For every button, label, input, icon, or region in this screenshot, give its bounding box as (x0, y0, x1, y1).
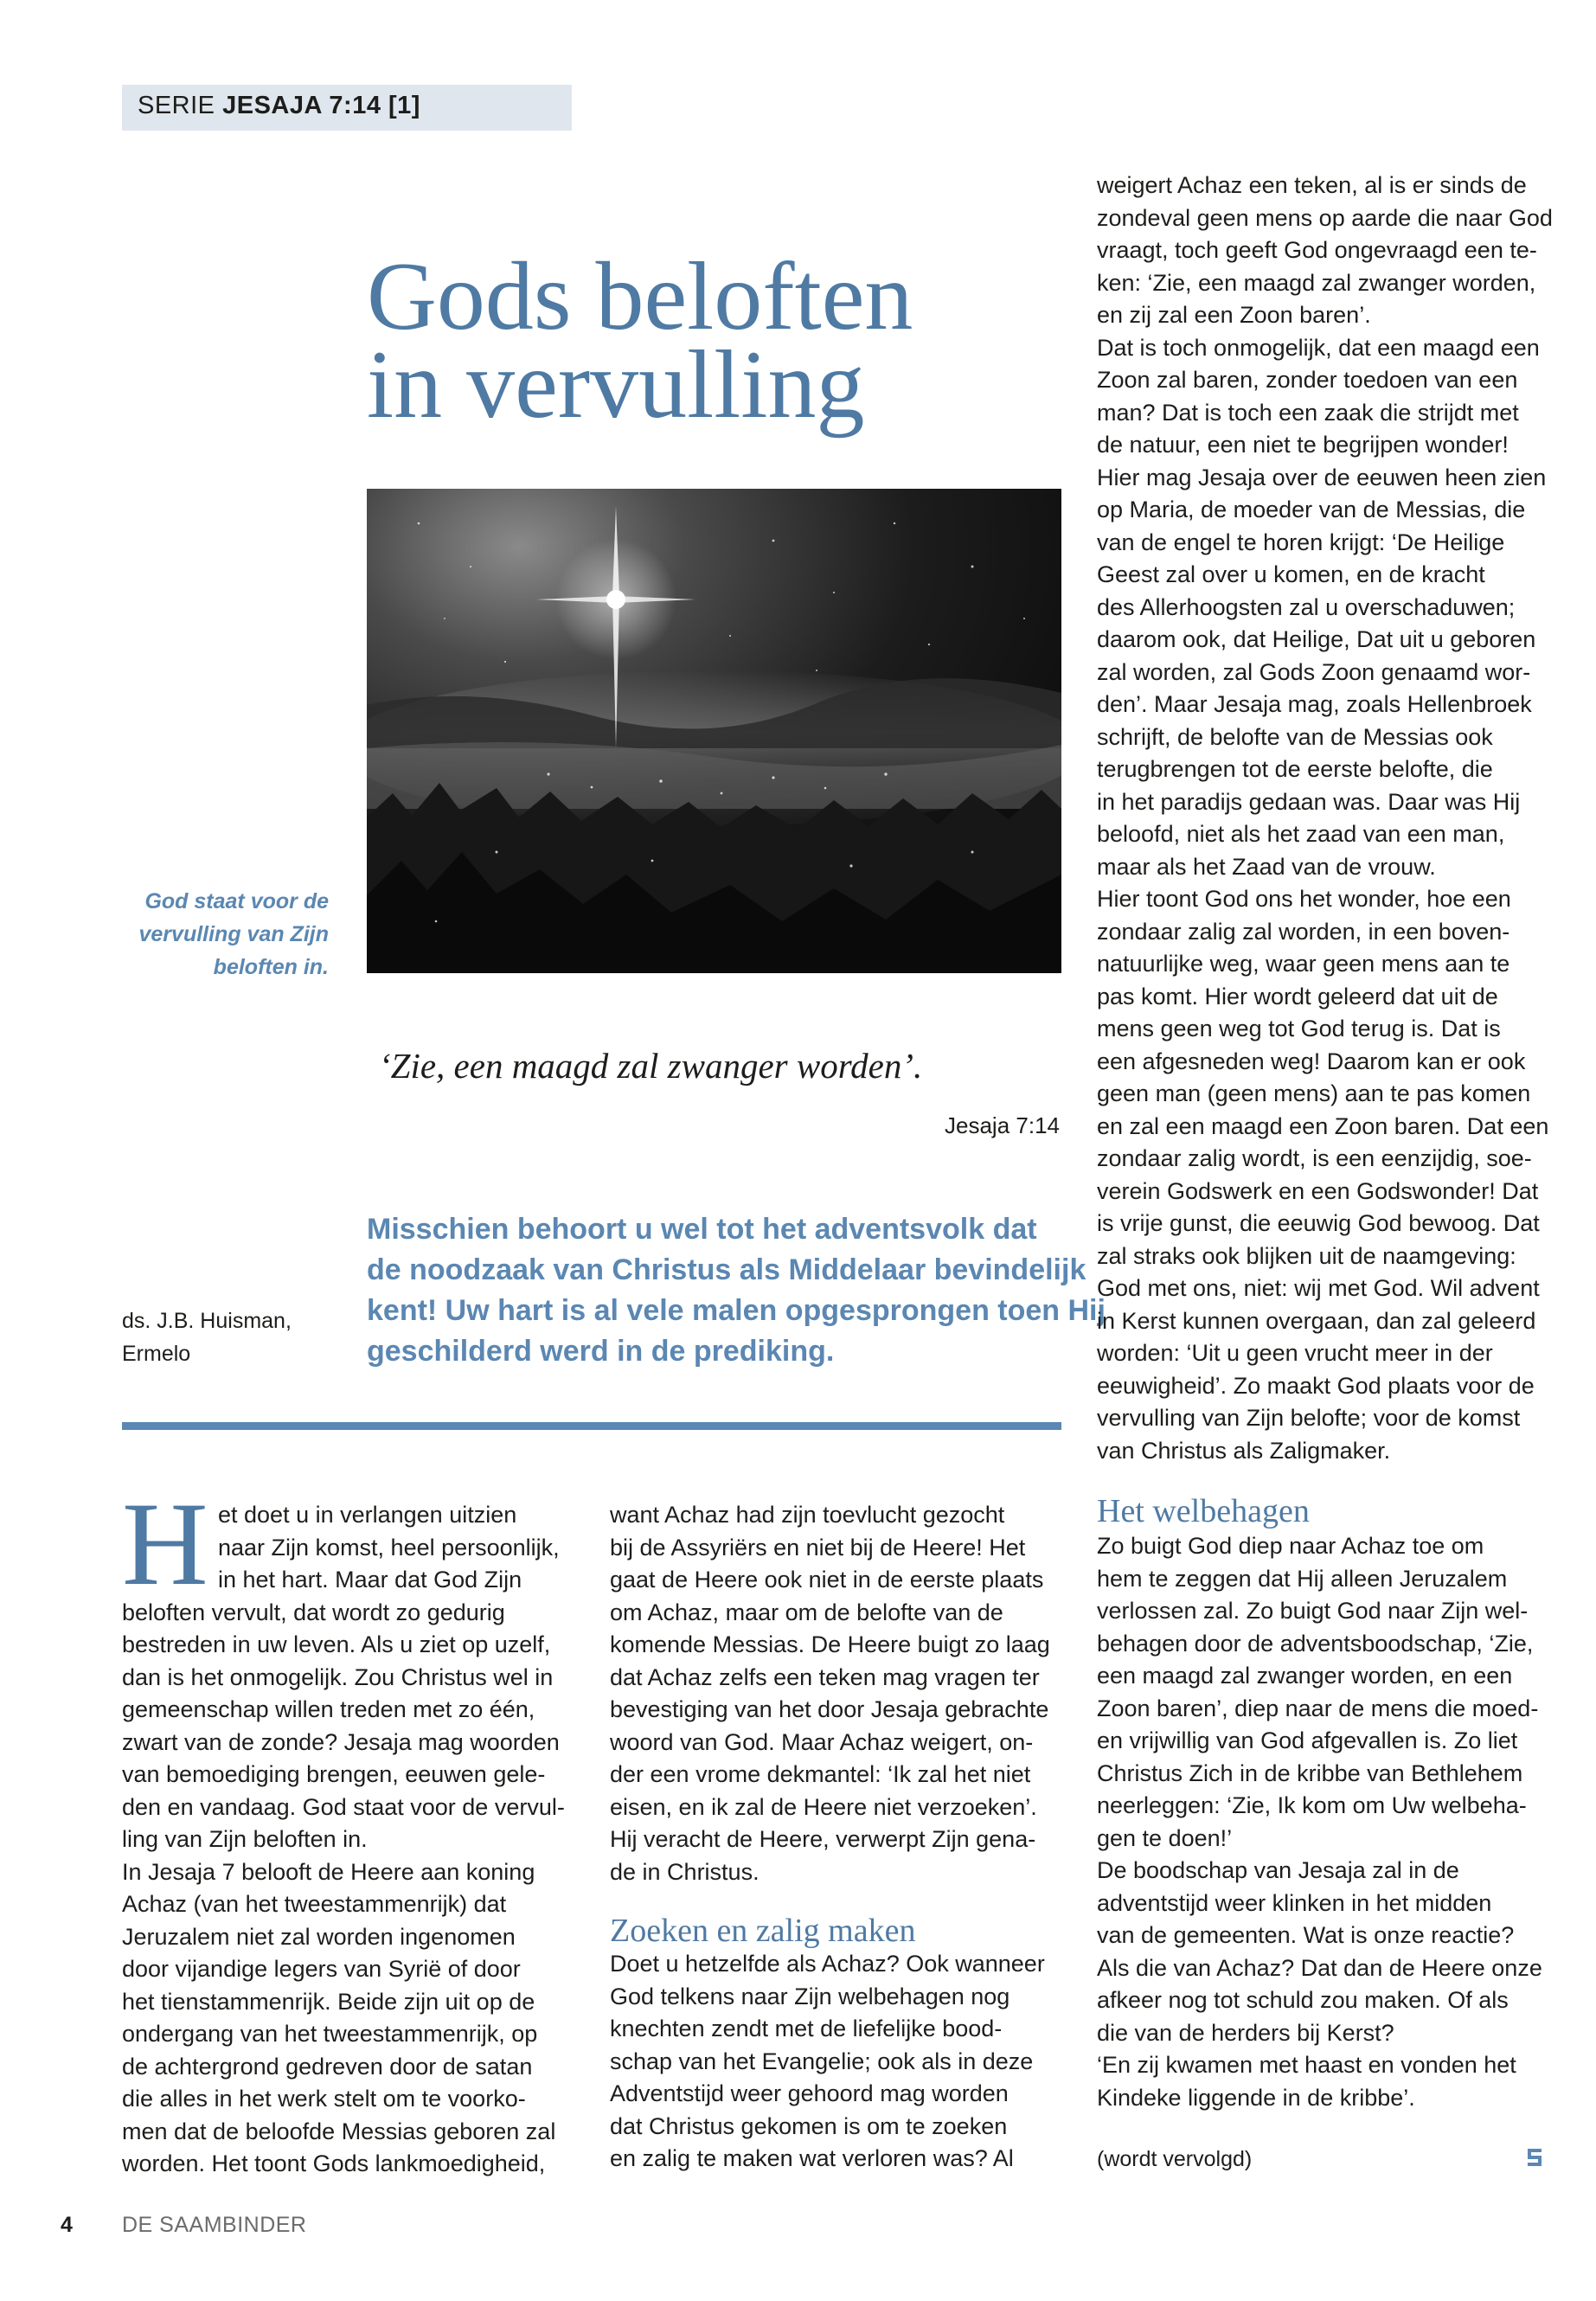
body-line: men dat de beloofde Messias geboren zal (122, 2118, 556, 2144)
caption-line: vervulling van Zijn (138, 922, 329, 946)
body-line: van bemoediging brengen, eeuwen gele- (122, 1761, 546, 1787)
body-line: een maagd zal zwanger worden, en een (1097, 1663, 1513, 1689)
body-line: zondaar zalig zal worden, in een boven- (1097, 918, 1510, 945)
star-of-bethlehem-photo (367, 489, 1061, 973)
body-line: daarom ook, dat Heilige, Dat uit u geboren (1097, 626, 1536, 652)
caption-line: beloften in. (213, 955, 329, 979)
body-line: worden: ‘Uit u geen vrucht meer in der (1097, 1340, 1493, 1366)
body-line: gen te doen!’ (1097, 1824, 1233, 1851)
author-place: Ermelo (122, 1342, 191, 1366)
body-line: neerleggen: ‘Zie, Ik kom om Uw welbeha- (1097, 1792, 1527, 1818)
body-line: gemeenschap willen treden met zo één, (122, 1696, 535, 1722)
body-line: Geest zal over u komen, en de kracht (1097, 561, 1485, 587)
body-line: schap van het Evangelie; ook als in deze (610, 2048, 1034, 2074)
body-line: Hij veracht de Heere, verwerpt Zijn gena- (610, 1826, 1036, 1852)
body-line: de in Christus. (610, 1858, 760, 1885)
end-of-article-icon (1525, 2147, 1544, 2168)
body-line: verein Godswerk en een Godswonder! Dat (1097, 1177, 1539, 1204)
body-line: adventstijd weer klinken in het midden (1097, 1889, 1492, 1916)
body-line: die alles in het werk stelt om te voorko- (122, 2086, 526, 2112)
night-sky-illustration (367, 489, 1061, 973)
body-line: ken: ‘Zie, een maagd zal zwanger worden, (1097, 269, 1536, 296)
body-line: der een vrome dekmantel: ‘Ik zal het niet (610, 1761, 1031, 1787)
body-line: en vrijwillig van God afgevallen is. Zo liet (1097, 1727, 1518, 1753)
intro-line: Misschien behoort u wel tot het adventsvolk dat (367, 1213, 1037, 1246)
body-line: afkeer nog tot schuld zou maken. Of als (1097, 1987, 1509, 2013)
body-line: gaat de Heere ook niet in de eerste plaats (610, 1567, 1044, 1593)
body-line: pas komt. Hier wordt geleerd dat uit de (1097, 983, 1498, 1009)
body-line: eeuwigheid’. Zo maakt God plaats voor de (1097, 1372, 1535, 1399)
series-label-bar (122, 85, 572, 131)
body-line: zondaar zalig wordt, is een eenzijdig, soe- (1097, 1145, 1532, 1171)
body-line: bevestiging van het door Jesaja gebrachte (610, 1696, 1049, 1722)
body-line: zwart van de zonde? Jesaja mag woorden (122, 1728, 560, 1755)
body-line: ling van Zijn beloften in. (122, 1826, 368, 1852)
body-line: woord van God. Maar Achaz weigert, on- (610, 1728, 1034, 1755)
body-line: beloften vervult, dat wordt zo gedurig (122, 1599, 505, 1625)
to-be-continued-note: (wordt vervolgd) (1097, 2147, 1253, 2171)
body-line: in het hart. Maar dat God Zijn (218, 1567, 522, 1593)
body-line: een afgesneden weg! Daarom kan er ook (1097, 1048, 1526, 1074)
body-line: Achaz (van het tweestammenrijk) dat (122, 1891, 507, 1917)
body-line: in het paradijs gedaan was. Daar was Hij (1097, 788, 1521, 815)
body-line: De boodschap van Jesaja zal in de (1097, 1857, 1459, 1883)
body-line: schrijft, de belofte van de Messias ook (1097, 723, 1493, 750)
body-line: de natuur, een niet te begrijpen wonder! (1097, 432, 1509, 458)
body-line: God met ons, niet: wij met God. Wil advent (1097, 1275, 1540, 1301)
author-name: ds. J.B. Huisman, (122, 1309, 292, 1333)
body-line: door vijandige legers van Syrië of door (122, 1956, 521, 1982)
body-line: zal straks ook blijken uit de naamgeving: (1097, 1242, 1516, 1269)
body-line: zondeval geen mens op aarde die naar God (1097, 204, 1553, 231)
body-line: en zal een maagd een Zoon baren. Dat een (1097, 1112, 1549, 1139)
body-line: want Achaz had zijn toevlucht gezocht (610, 1502, 1005, 1528)
section-divider (122, 1422, 1061, 1430)
body-line: weigert Achaz een teken, al is er sinds de (1097, 172, 1527, 198)
body-line: den’. Maar Jesaja mag, zoals Hellenbroek (1097, 691, 1532, 717)
body-line: bij de Assyriërs en niet bij de Heere! Het (610, 1534, 1026, 1561)
body-line: man? Dat is toch een zaak die strijdt met (1097, 399, 1519, 426)
body-line: terugbrengen tot de eerste belofte, die (1097, 756, 1493, 782)
article-headline (367, 243, 1076, 439)
body-column-3-bottom (1097, 1530, 1547, 2114)
body-line: van Christus als Zaligmaker. (1097, 1437, 1391, 1464)
body-column-1 (122, 1499, 572, 2181)
body-line: verlossen zal. Zo buigt God naar Zijn wel- (1097, 1598, 1529, 1624)
body-line: beloofd, niet als het zaad van een man, (1097, 821, 1505, 847)
pull-quote: ‘Zie, een maagd zal zwanger worden’. (379, 1046, 923, 1086)
body-line: Als die van Achaz? Dat dan de Heere onze (1097, 1954, 1542, 1981)
body-line: Zo buigt God diep naar Achaz toe om (1097, 1533, 1484, 1559)
series-name: JESAJA 7:14 (222, 92, 381, 119)
body-line: hem te zeggen dat Hij alleen Jeruzalem (1097, 1565, 1508, 1592)
body-line: worden. Het toont Gods lankmoedigheid, (122, 2150, 546, 2176)
body-line: knechten zendt met de liefelijke bood- (610, 2016, 1003, 2041)
body-line: Adventstijd weer gehoord mag worden (610, 2080, 1009, 2106)
page-number: 4 (61, 2213, 73, 2237)
body-line: eisen, en ik zal de Heere niet verzoeken’. (610, 1793, 1037, 1820)
body-line: het tienstammenrijk. Beide zijn uit op de (122, 1988, 535, 2015)
body-line: des Allerhoogsten zal u overschaduwen; (1097, 593, 1516, 620)
quote-reference: Jesaja 7:14 (945, 1112, 1060, 1138)
body-line: natuurlijke weg, waar geen mens aan te (1097, 951, 1510, 977)
intro-line: kent! Uw hart is al vele malen opgesprongen toen Hij (367, 1294, 1106, 1327)
body-line: behagen door de adventsboodschap, ‘Zie, (1097, 1630, 1534, 1657)
body-line: dat Christus gekomen is om te zoeken (610, 2112, 1008, 2139)
body-line: bestreden in uw leven. Als u ziet op uzelf, (122, 1631, 551, 1657)
body-line: om Achaz, maar om de belofte van de (610, 1599, 1003, 1625)
body-line: Doet u hetzelfde als Achaz? Ook wanneer (610, 1951, 1045, 1977)
body-line: Hier toont God ons het wonder, hoe een (1097, 886, 1511, 912)
body-line: In Jesaja 7 belooft de Heere aan koning (122, 1858, 535, 1885)
series-label (138, 92, 420, 120)
body-line: in Kerst kunnen overgaan, dan zal geleerd (1097, 1307, 1536, 1334)
body-column-3-top (1097, 170, 1553, 1467)
body-line: dat Achaz zelfs een teken mag vragen ter (610, 1663, 1040, 1690)
body-line: en zalig te maken wat verloren was? Al (610, 2145, 1014, 2171)
body-line: zal worden, zal Gods Zoon genaamd wor- (1097, 658, 1531, 685)
body-line: de achtergrond gedreven door de satan (122, 2053, 533, 2080)
body-line: Jeruzalem niet zal worden ingenomen (122, 1923, 516, 1950)
body-column-2-continued (610, 1948, 1060, 2176)
body-line: geen man (geen mens) aan te pas komen (1097, 1080, 1531, 1106)
headline-line-2: in vervulling (367, 331, 865, 439)
body-line: en zij zal een Zoon baren’. (1097, 302, 1371, 328)
body-line: komende Messias. De Heere buigt zo laag (610, 1631, 1050, 1657)
body-line: God telkens naar Zijn welbehagen nog (610, 1983, 1010, 2009)
intro-line: de noodzaak van Christus als Middelaar bevindelijk (367, 1253, 1086, 1286)
body-line: ondergang van het tweestammenrijk, op (122, 2021, 538, 2047)
body-line: Dat is toch onmogelijk, dat een maagd een (1097, 334, 1540, 361)
body-line: Zoon baren’, diep naar de mens die moed- (1097, 1695, 1539, 1721)
drop-cap: H (122, 1477, 208, 1610)
magazine-name: DE SAAMBINDER (122, 2213, 307, 2237)
series-prefix: SERIE (138, 92, 215, 119)
body-line: die van de herders bij Kerst? (1097, 2019, 1394, 2046)
body-line: vervulling van Zijn belofte; voor de komst (1097, 1405, 1521, 1431)
body-line: van de gemeenten. Wat is onze reactie? (1097, 1922, 1515, 1948)
caption-line: God staat voor de (144, 889, 329, 913)
body-line: et doet u in verlangen uitzien (218, 1502, 517, 1528)
body-column-2 (610, 1499, 1060, 1888)
subheading-welbehagen: Het welbehagen (1097, 1493, 1310, 1529)
body-line: den en vandaag. God staat voor de vervul- (122, 1793, 565, 1820)
body-line: Christus Zich in de kribbe van Bethlehem (1097, 1759, 1523, 1786)
subheading-zoeken: Zoeken en zalig maken (610, 1913, 916, 1949)
author-byline (122, 1304, 330, 1370)
intro-paragraph (367, 1209, 1106, 1372)
body-line: vraagt, toch geeft God ongevraagd een te- (1097, 237, 1537, 263)
body-line: Kindeke liggende in de kribbe’. (1097, 2084, 1415, 2111)
body-line: ‘En zij kwamen met haast en vonden het (1097, 2052, 1516, 2078)
body-line: naar Zijn komst, heel persoonlijk, (218, 1534, 560, 1561)
body-line: van de engel te horen krijgt: ‘De Heilige (1097, 529, 1505, 555)
body-line: mens geen weg tot God terug is. Dat is (1097, 1016, 1501, 1042)
series-part: [1] (388, 92, 420, 119)
body-line: is vrije gunst, die eeuwig God bewoog. Dat (1097, 1210, 1540, 1236)
body-line: dan is het onmogelijk. Zou Christus wel in (122, 1663, 554, 1690)
intro-line: geschilderd werd in de prediking. (367, 1335, 835, 1368)
body-line: Zoon zal baren, zonder toedoen van een (1097, 367, 1518, 393)
headline-line-1: Gods beloften (367, 243, 913, 350)
body-line: Hier mag Jesaja over de eeuwen heen zien (1097, 464, 1547, 490)
body-line: op Maria, de moeder van de Messias, die (1097, 497, 1526, 522)
image-caption (121, 885, 329, 984)
body-line: maar als het Zaad van de vrouw. (1097, 853, 1436, 880)
